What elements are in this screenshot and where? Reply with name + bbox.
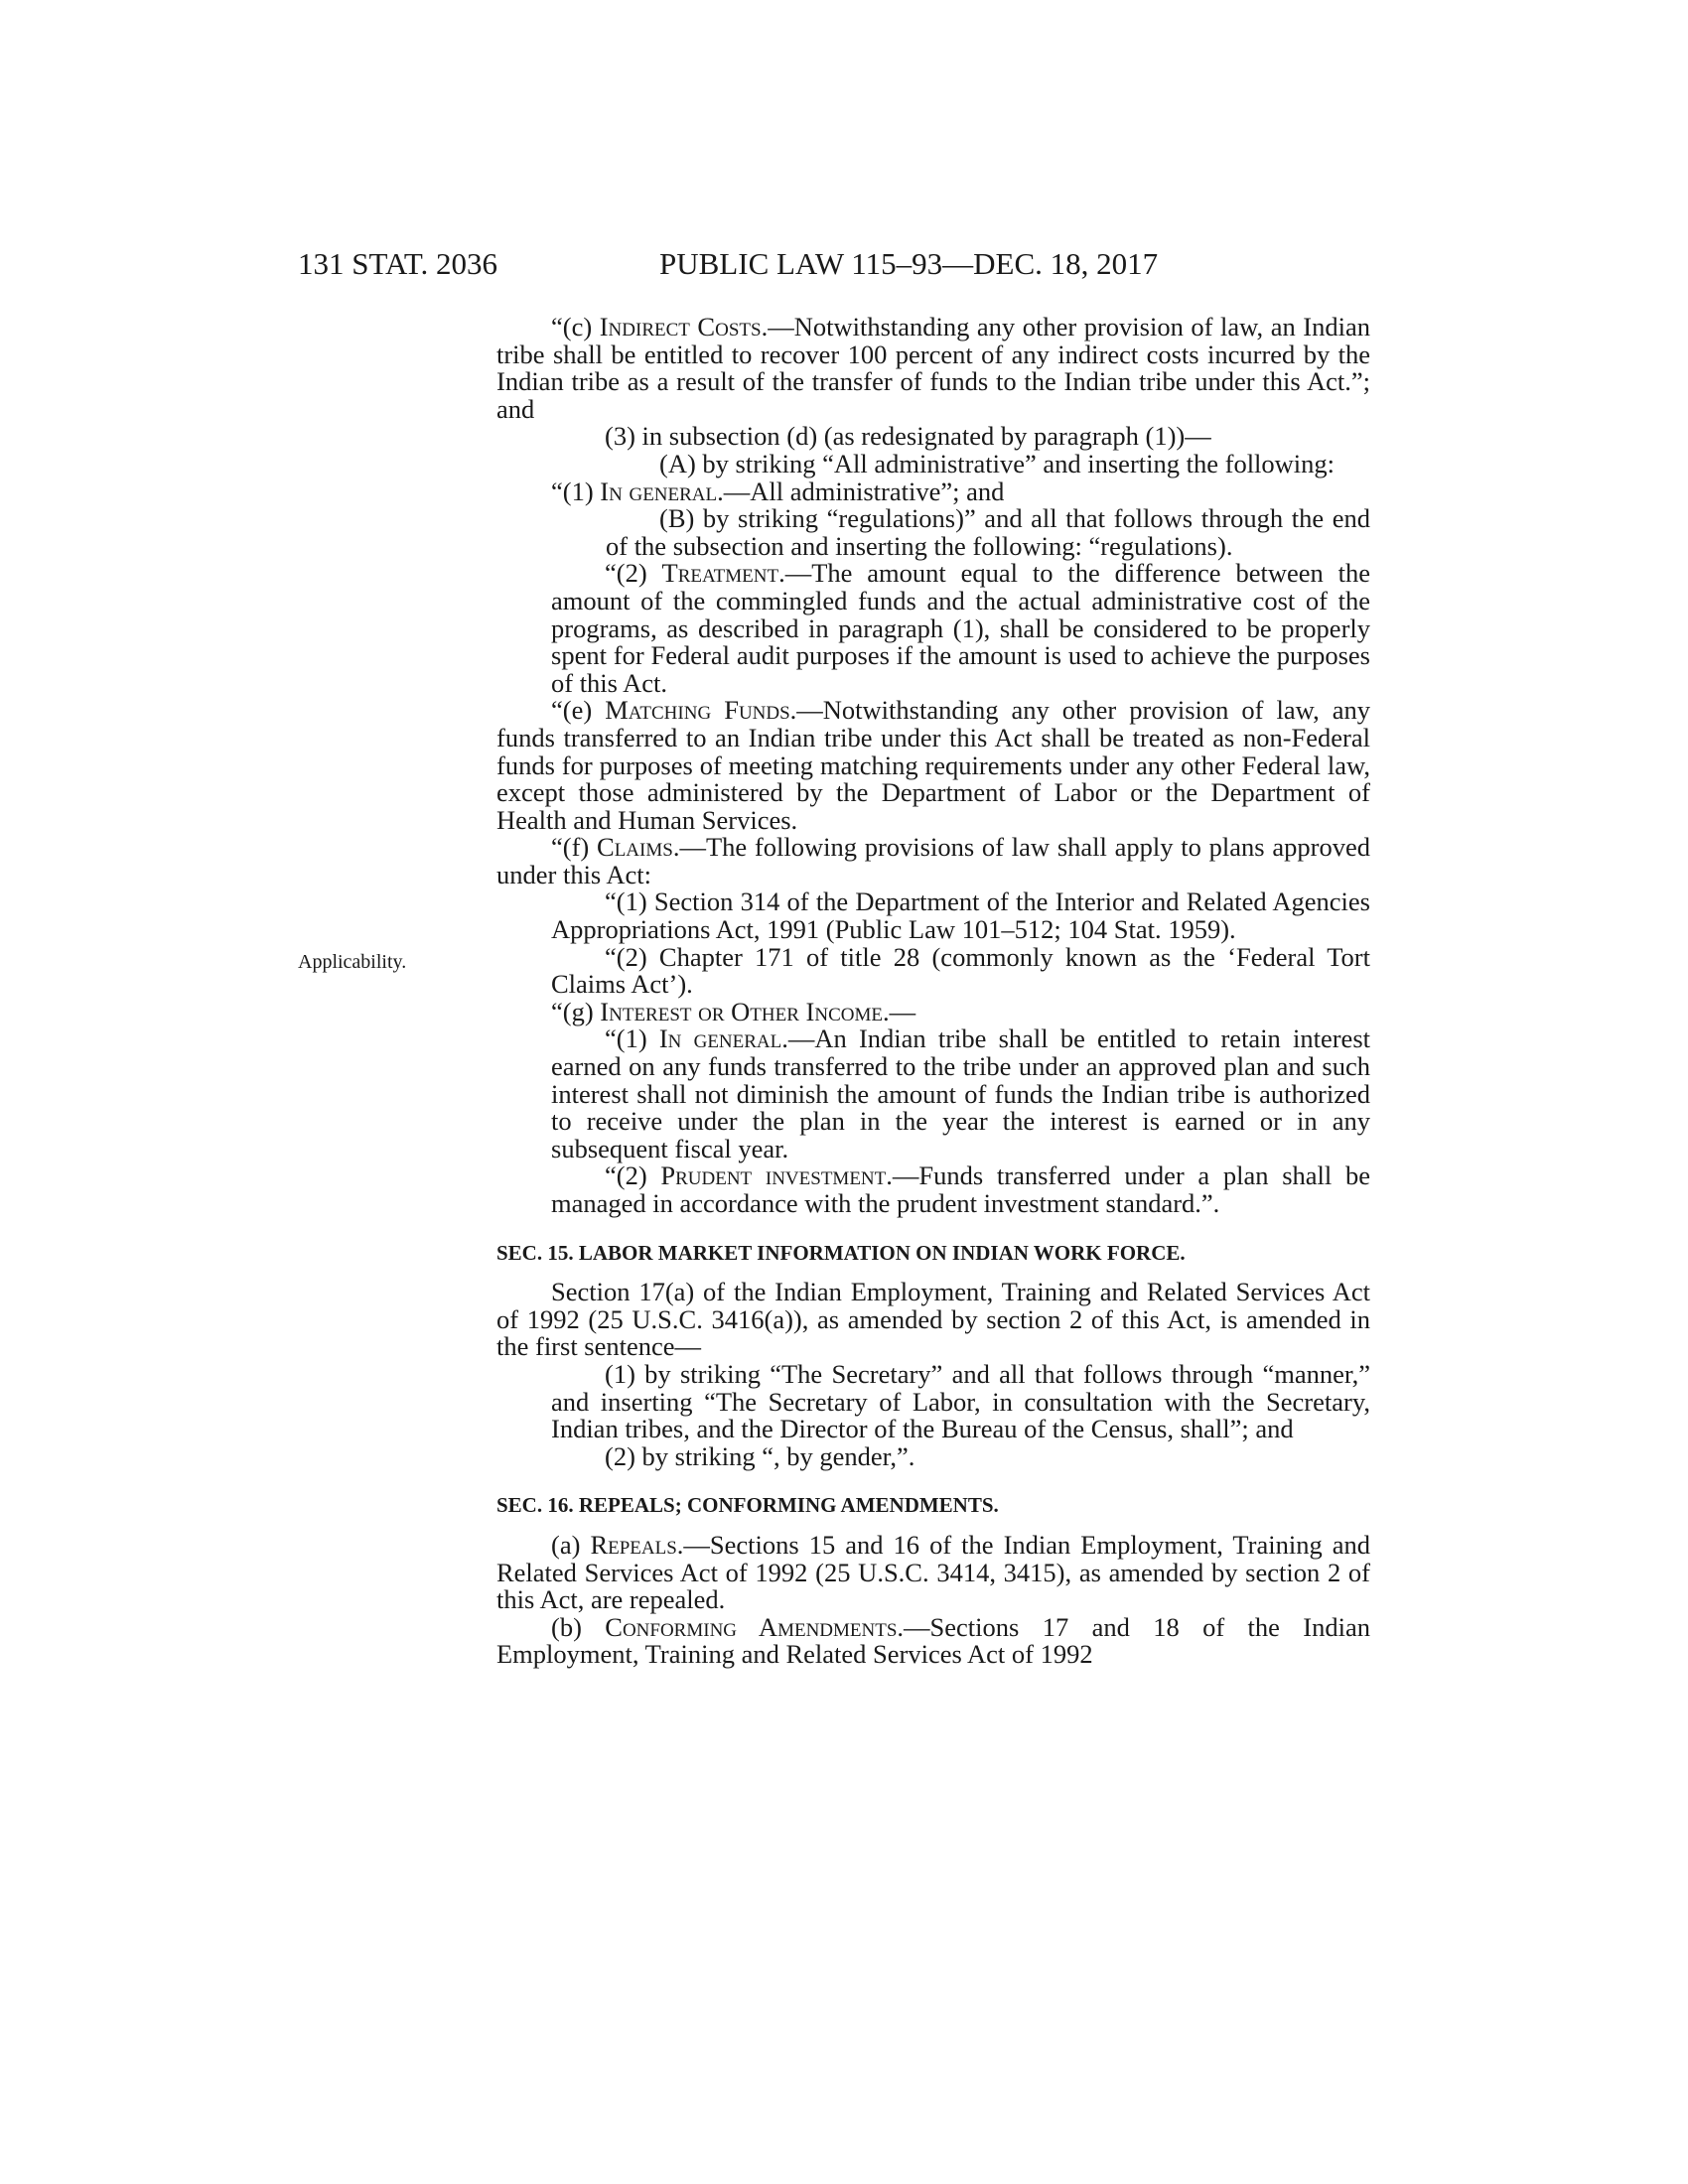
paragraph-striking-gender: (2) by striking “, by gender,”. [605, 1440, 915, 1471]
margin-note-applicability: Applicability. [298, 951, 407, 973]
document-body [496, 314, 1370, 1669]
paragraph-striking-secretary: (1) by striking “The Secretary” and all that follows through “manner,” and inserting “The Secretary of Labor, in consultation with the Secretary, Indian tribes, and the Director of the Bureau of the Census, shall”; and [551, 1358, 1370, 1444]
paragraph-striking-administrative: (A) by striking “All administrative” and inserting the following: [659, 448, 1336, 478]
section-15-heading: SEC. 15. LABOR MARKET INFORMATION ON INDIAN WORK FORCE. [496, 1240, 1186, 1265]
paragraph-repeals: (a) Repeals.—Sections 15 and 16 of the Indian Employment, Training and Related Services Act of 1992 (25 U.S.C. 3414, 3415), as amended by section 2 of this Act, are repealed. [496, 1529, 1370, 1615]
public-law-citation: PUBLIC LAW 115–93—DEC. 18, 2017 [659, 246, 1159, 281]
paragraph-matching-funds: “(e) Matching Funds.—Notwithstanding any other provision of law, any funds transferred to an Indian tribe under this Act shall be treated as non-Federal funds for purposes of meeting matching requirements under any other Federal law, except those administered by the Department of Labor or the Department of Health and Human Services. [496, 695, 1370, 835]
paragraph-interest-income: “(g) Interest or Other Income.— [551, 996, 916, 1026]
running-header [298, 246, 1370, 286]
paragraph-striking-regulations: (B) by striking “regulations)” and all that follows through the end of the subsection and inserting the following: “regulations). [606, 503, 1370, 561]
paragraph-section-314: “(1) Section 314 of the Department of the Interior and Related Agencies Appropriations Act, 1991 (Public Law 101–512; 104 Stat. 1959). [551, 887, 1370, 945]
paragraph-chapter-171: “(2) Chapter 171 of title 28 (commonly known as the ‘Federal Tort Claims Act’). [551, 941, 1370, 1000]
paragraph-conforming-amendments: (b) Conforming Amendments.—Sections 17 and 18 of the Indian Employment, Training and Related Services Act of 1992 [496, 1611, 1370, 1670]
statute-page-number: 131 STAT. 2036 [298, 246, 498, 281]
section-16-heading: SEC. 16. REPEALS; CONFORMING AMENDMENTS. [496, 1493, 999, 1518]
paragraph-treatment: “(2) Treatment.—The amount equal to the difference between the amount of the commingled funds and the actual administrative cost of the programs, as described in paragraph (1), shall be considered to be properly spent for Federal audit purposes if the amount is used to achieve the purposes of this Act. [551, 558, 1370, 698]
paragraph-in-general-1: “(1) In general.—All administrative”; and [551, 476, 1005, 506]
paragraph-subsection-d: (3) in subsection (d) (as redesignated by paragraph (1))— [605, 421, 1211, 452]
paragraph-section-17a: Section 17(a) of the Indian Employment, Training and Related Services Act of 1992 (25 U.S.C. 3416(a)), as amended by section 2 of this Act, is amended in the first sentence— [496, 1277, 1370, 1362]
paragraph-interest-general: “(1) In general.—An Indian tribe shall be entitled to retain interest earned on any funds transferred to the tribe under an approved plan and such interest shall not diminish the amount of funds the Indian tribe is authorized to receive under the plan in the year the interest is earned or in any subsequent fiscal year. [551, 1024, 1370, 1163]
paragraph-claims: “(f) Claims.—The following provisions of law shall apply to plans approved under this Act: [496, 832, 1370, 889]
paragraph-prudent-investment: “(2) Prudent investment.—Funds transferred under a plan shall be managed in accordance with the prudent investment standard.”. [551, 1160, 1370, 1218]
paragraph-indirect-costs: “(c) Indirect Costs.—Notwithstanding any other provision of law, an Indian tribe shall be entitled to recover 100 percent of any indirect costs incurred by the Indian tribe as a result of the transfer of funds to the Indian tribe under this Act.”; and [496, 312, 1370, 424]
